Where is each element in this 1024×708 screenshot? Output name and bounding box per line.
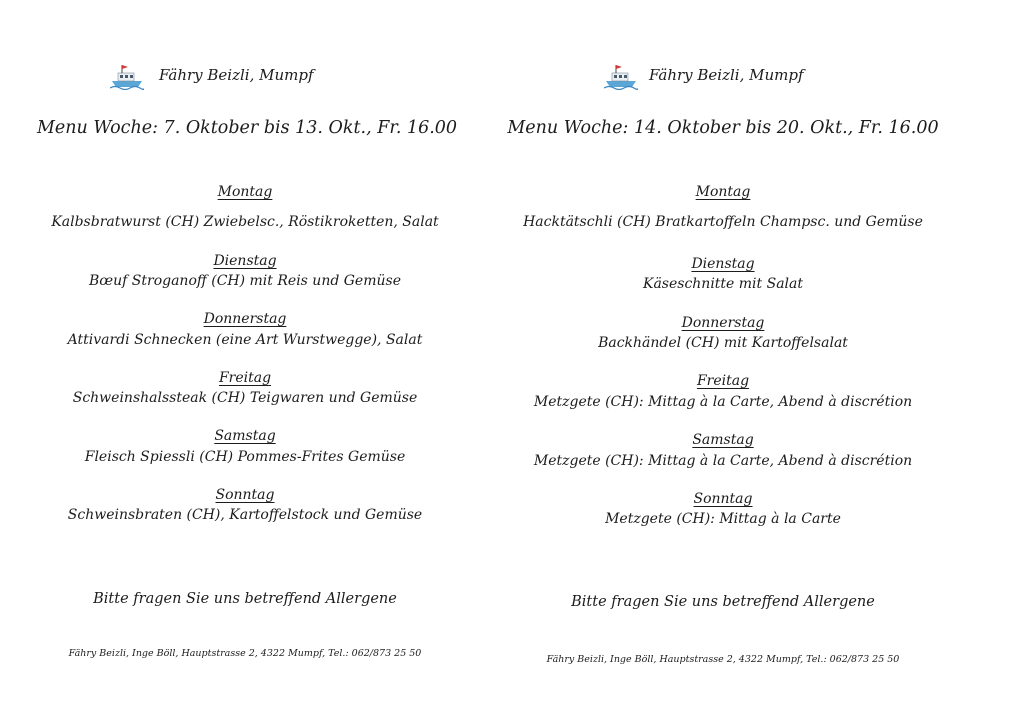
dish-friday: Schweinshalssteak (CH) Teigwaren und Gemüse <box>72 390 418 406</box>
brand-name: Fähry Beizli, Mumpf <box>159 66 314 84</box>
footer-address: Fähry Beizli, Inge Böll, Hauptstrasse 2, 4322 Mumpf, Tel.: 062/873 25 50 <box>68 648 422 659</box>
allergen-note: Bitte fragen Sie uns betreffend Allergene <box>571 594 875 610</box>
day-heading-sunday: Sonntag <box>693 491 753 507</box>
menu-page-week-1 <box>0 0 490 708</box>
day-heading-saturday: Samstag <box>692 432 754 448</box>
day-heading-friday: Freitag <box>218 370 272 386</box>
brand-header <box>0 62 490 90</box>
dish-thursday: Backhändel (CH) mit Kartoffelsalat <box>598 335 848 351</box>
day-heading-thursday: Donnerstag <box>203 311 287 327</box>
day-heading-sunday: Sonntag <box>215 487 275 503</box>
day-heading-thursday: Donnerstag <box>681 315 765 331</box>
menu-title: Menu Woche: 7. Oktober bis 13. Okt., Fr. 16.00 <box>36 118 458 138</box>
day-heading-friday: Freitag <box>696 373 750 389</box>
menu-title: Menu Woche: 14. Oktober bis 20. Okt., Fr. 16.00 <box>507 118 939 138</box>
brand-name: Fähry Beizli, Mumpf <box>649 66 804 84</box>
ferry-boat-icon <box>604 62 638 90</box>
day-heading-tuesday: Dienstag <box>691 256 755 272</box>
day-heading-monday: Montag <box>217 184 273 200</box>
allergen-note: Bitte fragen Sie uns betreffend Allergene <box>93 591 397 607</box>
dish-sunday: Metzgete (CH): Mittag à la Carte <box>605 511 841 527</box>
dish-tuesday: Käseschnitte mit Salat <box>642 276 803 292</box>
dish-thursday: Attivardi Schnecken (eine Art Wurstwegge), Salat <box>67 332 423 348</box>
dish-friday: Metzgete (CH): Mittag à la Carte, Abend à discrétion <box>533 394 913 410</box>
day-heading-monday: Montag <box>695 184 751 200</box>
day-heading-tuesday: Dienstag <box>213 253 277 269</box>
dish-saturday: Fleisch Spiessli (CH) Pommes-Frites Gemüse <box>84 449 406 465</box>
dish-monday: Hacktätschli (CH) Bratkartoffeln Champsc. und Gemüse <box>523 214 923 230</box>
menu-page-week-2 <box>478 0 968 708</box>
dish-monday: Kalbsbratwurst (CH) Zwiebelsc., Röstikroketten, Salat <box>51 214 439 230</box>
dish-sunday: Schweinsbraten (CH), Kartoffelstock und Gemüse <box>67 507 423 523</box>
brand-header <box>478 62 968 90</box>
footer-address: Fähry Beizli, Inge Böll, Hauptstrasse 2, 4322 Mumpf, Tel.: 062/873 25 50 <box>546 654 900 665</box>
ferry-boat-icon <box>110 62 144 90</box>
dish-tuesday: Bœuf Stroganoff (CH) mit Reis und Gemüse <box>89 273 401 289</box>
dish-saturday: Metzgete (CH): Mittag à la Carte, Abend à discrétion <box>533 453 913 469</box>
day-heading-saturday: Samstag <box>214 428 276 444</box>
